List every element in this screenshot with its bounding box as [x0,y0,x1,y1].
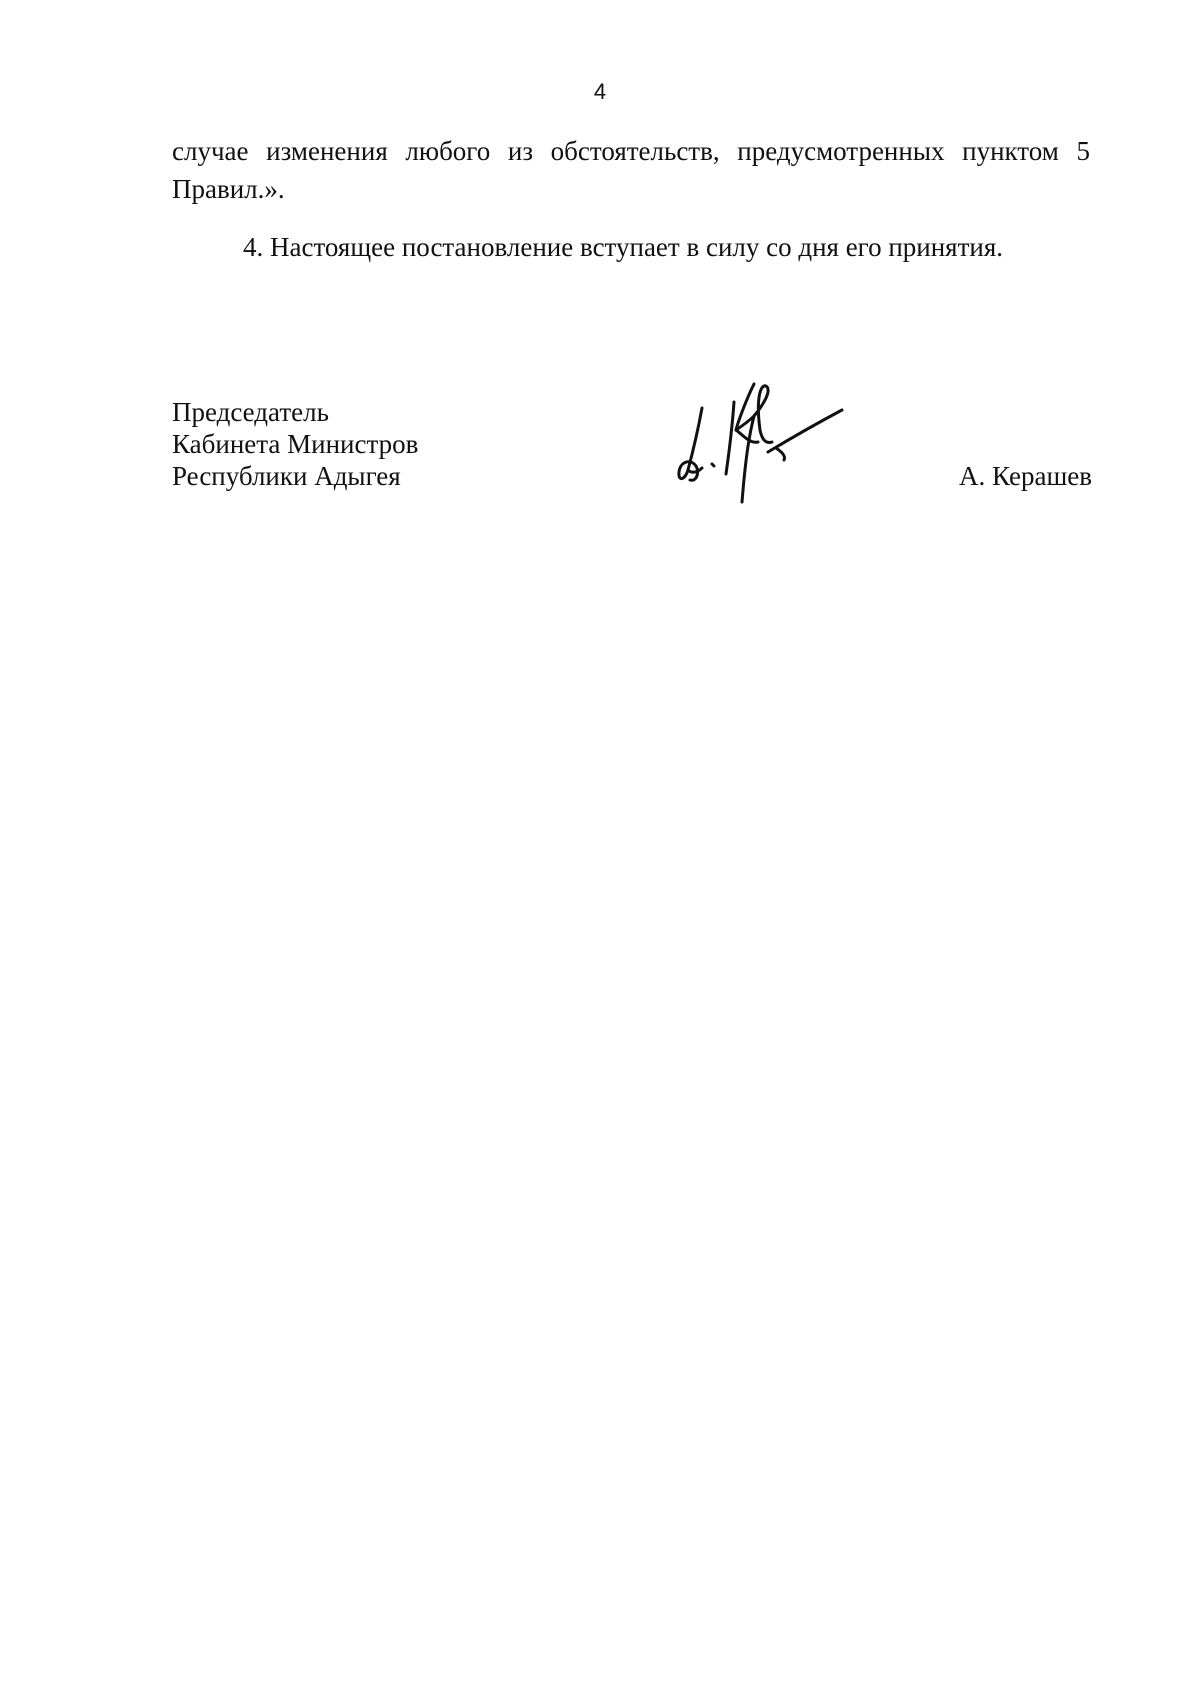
continued-paragraph: случае изменения любого из обстоятельств, предусмотренных пунктом 5 Правил.». [172,136,1090,204]
signatory-title-line-1: Председатель [172,397,329,427]
clause-4-paragraph: 4. Настоящее постановление вступает в силу со дня его принятия. [243,232,1004,262]
signatory-name: А. Керашев [959,461,1092,491]
signatory-title-line-3: Республики Адыгея [172,461,401,491]
signatory-title [172,396,418,492]
signatory-title-line-2: Кабинета Министров [172,429,419,459]
page-number: 4 [593,79,607,104]
handwritten-signature-icon [672,370,872,510]
